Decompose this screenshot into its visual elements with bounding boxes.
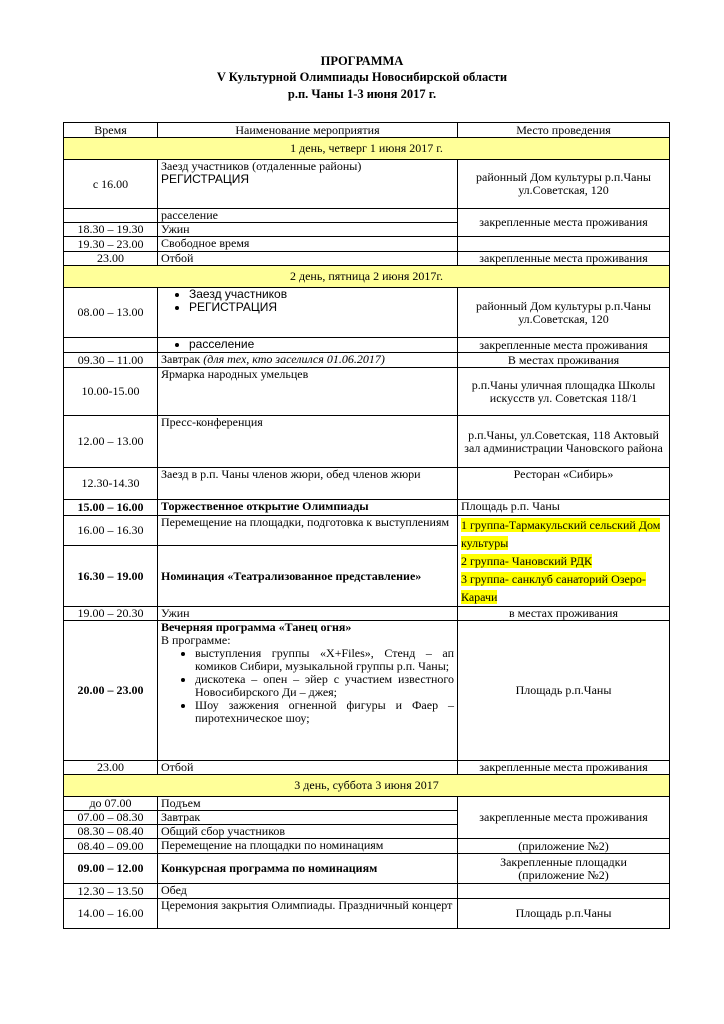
event-cell: Ярмарка народных умельцев xyxy=(158,368,458,416)
table-row xyxy=(64,209,670,223)
day-title: 1 день, четверг 1 июня 2017 г. xyxy=(64,138,670,160)
event-cell: Перемещение на площадки, подготовка к выступлениям xyxy=(158,516,458,546)
time-cell: 23.00 xyxy=(64,761,158,775)
time-cell: 16.30 – 19.00 xyxy=(64,546,158,607)
table-row xyxy=(64,621,670,761)
event-cell xyxy=(158,288,458,338)
event-cell: Ужин xyxy=(158,607,458,621)
group-1-place: 1 группа-Тармакульский сельский Дом культуры xyxy=(461,518,661,550)
event-cell: Отбой xyxy=(158,761,458,775)
time-cell xyxy=(64,338,158,353)
place-cell: Площадь р.п. Чаны xyxy=(458,500,670,516)
event-cell xyxy=(158,160,458,209)
group-3-place: 3 группа- санклуб санаторий Озеро-Карачи xyxy=(461,572,646,604)
group-2-place: 2 группа- Чановский РДК xyxy=(461,554,593,568)
place-cell: Ресторан «Сибирь» xyxy=(458,468,670,500)
place-cell: районный Дом культуры р.п.Чаны ул.Советская, 120 xyxy=(458,288,670,338)
event-cell: Подъем xyxy=(158,797,458,811)
event-cell: Торжественное открытие Олимпиады xyxy=(158,500,458,516)
col-header-time: Время xyxy=(64,123,158,138)
time-cell: 19.30 – 23.00 xyxy=(64,237,158,252)
time-cell: 12.30-14.30 xyxy=(64,468,158,500)
event-list-item: • Шоу зажжения огненной фигуры и Фаер – пиротехническое шоу; xyxy=(195,699,454,725)
place-cell: р.п.Чаны уличная площадка Школы искусств ул. Советская 118/1 xyxy=(458,368,670,416)
col-header-place: Место проведения xyxy=(458,123,670,138)
event-list-item: • Заезд участников xyxy=(189,288,454,301)
event-list-item: • дискотека – опен – эйер с участием известного Новосибирского Ди – джея; xyxy=(195,673,454,699)
document-dates: р.п. Чаны 1-3 июня 2017 г. xyxy=(287,87,437,101)
place-cell: В местах проживания xyxy=(458,353,670,368)
place-cell: закрепленные места проживания xyxy=(458,761,670,775)
time-cell: 16.00 – 16.30 xyxy=(64,516,158,546)
table-row xyxy=(64,839,670,854)
event-cell: Отбой xyxy=(158,252,458,266)
table-row xyxy=(64,160,670,209)
time-cell: 09.30 – 11.00 xyxy=(64,353,158,368)
event-cell: Церемония закрытия Олимпиады. Праздничный концерт xyxy=(158,899,458,929)
table-row xyxy=(64,884,670,899)
event-cell: Конкурсная программа по номинациям xyxy=(158,854,458,884)
event-text: РЕГИСТРАЦИЯ xyxy=(161,172,250,186)
place-cell: закрепленные места проживания xyxy=(458,252,670,266)
table-row xyxy=(64,468,670,500)
place-text: (приложение №2) xyxy=(518,867,609,882)
place-cell xyxy=(458,854,670,884)
event-text: Завтрак xyxy=(161,352,201,366)
document-subtitle: V Культурной Олимпиады Новосибирской области xyxy=(216,70,508,84)
time-cell: 14.00 – 16.00 xyxy=(64,899,158,929)
event-text: Заезд участников (отдаленные районы) xyxy=(161,159,362,173)
day-row xyxy=(64,775,670,797)
event-cell: Перемещение на площадки по номинациям xyxy=(158,839,458,854)
event-cell: Пресс-конференция xyxy=(158,416,458,468)
place-cell: (приложение №2) xyxy=(458,839,670,854)
time-cell: 18.30 – 19.30 xyxy=(64,223,158,237)
table-row xyxy=(64,607,670,621)
event-cell: Номинация «Театрализованное представление» xyxy=(158,546,458,607)
time-cell: 07.00 – 08.30 xyxy=(64,811,158,825)
time-cell: 20.00 – 23.00 xyxy=(64,621,158,761)
time-cell xyxy=(64,209,158,223)
time-cell: 19.00 – 20.30 xyxy=(64,607,158,621)
table-row xyxy=(64,237,670,252)
place-cell: закрепленные места проживания xyxy=(458,338,670,353)
event-note: (для тех, кто заселился 01.06.2017) xyxy=(203,352,385,366)
time-cell: 08.00 – 13.00 xyxy=(64,288,158,338)
time-cell: 08.40 – 09.00 xyxy=(64,839,158,854)
place-text: Закрепленные площадки xyxy=(500,854,627,869)
place-cell: Площадь р.п.Чаны xyxy=(458,621,670,761)
time-cell: с 16.00 xyxy=(64,160,158,209)
place-cell: Площадь р.п.Чаны xyxy=(458,899,670,929)
event-cell xyxy=(158,338,458,353)
day-title: 3 день, суббота 3 июня 2017 xyxy=(64,775,670,797)
place-cell: в местах проживания xyxy=(458,607,670,621)
event-list-item: • РЕГИСТРАЦИЯ xyxy=(189,301,454,314)
table-row xyxy=(64,416,670,468)
table-row xyxy=(64,353,670,368)
time-cell: до 07.00 xyxy=(64,797,158,811)
event-subtitle: В программе: xyxy=(161,633,231,647)
table-row xyxy=(64,899,670,929)
time-cell: 15.00 – 16.00 xyxy=(64,500,158,516)
program-table xyxy=(63,122,670,929)
time-cell: 12.00 – 13.00 xyxy=(64,416,158,468)
place-cell: р.п.Чаны, ул.Советская, 118 Актовый зал администрации Чановского района xyxy=(458,416,670,468)
table-row xyxy=(64,516,670,546)
event-title: Вечерняя программа «Танец огня» xyxy=(161,620,352,634)
table-row xyxy=(64,761,670,775)
table-row xyxy=(64,338,670,353)
day-title: 2 день, пятница 2 июня 2017г. xyxy=(64,266,670,288)
table-row xyxy=(64,368,670,416)
event-list-item: • выступления группы «X+Files», Стенд – ап комиков Сибири, музыкальной группы р.п. Чаны; xyxy=(195,647,454,673)
event-cell xyxy=(158,621,458,761)
event-cell: Ужин xyxy=(158,223,458,237)
table-header-row xyxy=(64,123,670,138)
event-cell xyxy=(158,353,458,368)
table-row xyxy=(64,252,670,266)
place-cell: закрепленные места проживания xyxy=(458,209,670,237)
table-row xyxy=(64,500,670,516)
time-cell: 09.00 – 12.00 xyxy=(64,854,158,884)
col-header-event: Наименование мероприятия xyxy=(158,123,458,138)
place-cell: районный Дом культуры р.п.Чаны ул.Советская, 120 xyxy=(458,160,670,209)
time-cell: 23.00 xyxy=(64,252,158,266)
table-row xyxy=(64,797,670,811)
time-cell: 12.30 – 13.50 xyxy=(64,884,158,899)
document-title: ПРОГРАММА xyxy=(320,54,404,68)
event-cell: Свободное время xyxy=(158,237,458,252)
place-cell xyxy=(458,237,670,252)
event-cell: Обед xyxy=(158,884,458,899)
place-cell xyxy=(458,516,670,607)
place-cell xyxy=(458,884,670,899)
event-cell: Завтрак xyxy=(158,811,458,825)
day-row xyxy=(64,266,670,288)
event-cell: Заезд в р.п. Чаны членов жюри, обед членов жюри xyxy=(158,468,458,500)
time-cell: 08.30 – 08.40 xyxy=(64,825,158,839)
event-list-item: • расселение xyxy=(189,338,454,351)
place-cell: закрепленные места проживания xyxy=(458,797,670,839)
event-cell: Общий сбор участников xyxy=(158,825,458,839)
table-row xyxy=(64,288,670,338)
table-row xyxy=(64,854,670,884)
event-cell: расселение xyxy=(158,209,458,223)
day-row xyxy=(64,138,670,160)
time-cell: 10.00-15.00 xyxy=(64,368,158,416)
